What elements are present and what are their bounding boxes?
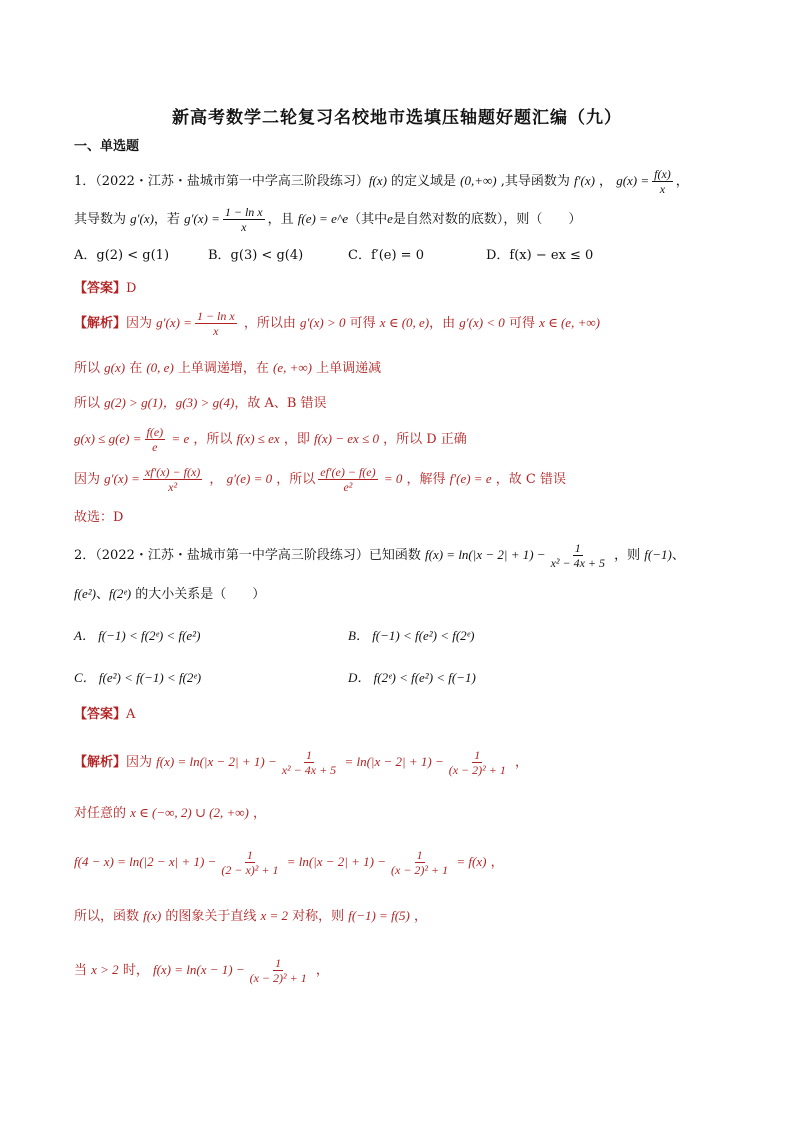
analysis-math: g′(x) > 0 [299, 315, 346, 330]
analysis-math: f(x) = ln(x − 1) − [152, 962, 245, 977]
q1-analysis-line2 [74, 358, 381, 379]
analysis-math: g′(x) < 0 [459, 315, 505, 330]
q1-analysis-line1 [74, 308, 600, 339]
analysis-math: f′(e) = e [449, 471, 492, 486]
analysis-math: f(x) [143, 908, 162, 923]
analysis-text: 所以，函数 [74, 909, 144, 924]
analysis-text: ， [205, 472, 227, 487]
analysis-math: f(x) ≤ ex [236, 431, 280, 446]
analysis-label: 【解析】 [74, 316, 127, 331]
q1-math: g′(x) [130, 211, 154, 226]
fraction-numerator: 1 [305, 748, 312, 762]
fraction [280, 748, 338, 777]
q1-source: 1．（2022・江苏・盐城市第一中学高三阶段练习） [74, 174, 369, 189]
q2-option-c: C． f(e²) < f(−1) < f(2ᵉ) [74, 670, 202, 685]
q2-analysis-line3 [74, 842, 504, 883]
analysis-text: ， [510, 755, 528, 770]
q2-analysis-line1 [74, 742, 528, 783]
analysis-math: (e, +∞) [273, 360, 313, 375]
analysis-text: 对称，则 [288, 909, 349, 924]
q1-math: g′(x) = [184, 211, 220, 226]
q2-stem-line1 [74, 538, 685, 573]
q1-option-d: D．f(x) − ex ≤ 0 [486, 248, 594, 263]
q2-text: 、 [95, 587, 109, 602]
fraction-numerator: 1 − ln x [224, 205, 263, 219]
analysis-math: f(−1) = f(5) [348, 908, 410, 923]
fraction-numerator: 1 [246, 848, 253, 862]
fraction [389, 848, 450, 877]
analysis-math: x ∈ (−∞, 2) ∪ (2, +∞) [130, 805, 249, 820]
q2-analysis-line4 [74, 906, 427, 927]
analysis-math: (0, e) [146, 360, 174, 375]
analysis-text: ，所以 D 正确 [378, 432, 467, 447]
analysis-math: g′(x) = [104, 471, 140, 486]
q2-math: f(−1) [644, 547, 672, 562]
fraction [447, 748, 508, 777]
analysis-math: g′(e) = 0 [226, 471, 273, 486]
fraction [223, 205, 265, 234]
fraction-denominator: (2 − x)² + 1 [221, 863, 279, 877]
fraction [248, 956, 309, 985]
analysis-text: ，由 [429, 316, 460, 331]
q1-math: f(e) = e^e [297, 211, 349, 226]
fraction-denominator: x² − 4x + 5 [550, 556, 606, 570]
q2-text: 、 [671, 548, 685, 563]
analysis-math: = 0 [380, 471, 403, 486]
q2-math: f(x) = ln(|x − 2| + 1) − [425, 547, 546, 562]
analysis-text: ，故 C 错误 [491, 472, 566, 487]
analysis-math: g′(x) = [156, 315, 192, 330]
analysis-text: ，所以 [189, 432, 237, 447]
fraction-numerator: 1 [474, 748, 481, 762]
analysis-text: 当 [74, 963, 92, 978]
analysis-text: ，即 [279, 432, 314, 447]
fraction-denominator: e [152, 440, 158, 454]
analysis-text: 时， [118, 963, 153, 978]
fraction [143, 465, 202, 494]
analysis-text: 上单调递减 [312, 361, 382, 376]
analysis-math: x ∈ (0, e) [379, 315, 430, 330]
q1-math: f(x) [368, 173, 387, 188]
q1-option-c: C．f′(e) = 0 [348, 248, 424, 263]
analysis-math: x = 2 [260, 908, 288, 923]
q1-text: ， [675, 174, 689, 189]
q2-option-b: B． f(−1) < f(e²) < f(2ᵉ) [348, 628, 475, 643]
q1-stem-line1 [74, 166, 689, 197]
analysis-text: 因为 [126, 755, 157, 770]
analysis-math: x ∈ (e, +∞) [539, 315, 600, 330]
q1-text: 是自然对数的底数），则（ ） [392, 212, 582, 227]
q2-stem-line2 [74, 584, 265, 605]
fraction-numerator: 1 [275, 956, 282, 970]
answer-label: 【答案】 [74, 281, 127, 296]
analysis-text: ， [486, 855, 504, 870]
fraction-numerator: 1 − ln x [196, 309, 235, 323]
page-title: 新高考数学二轮复习名校地市选填压轴题好题汇编（九） [172, 108, 622, 128]
fraction-numerator: 1 [416, 848, 423, 862]
section-heading: 一、单选题 [74, 139, 140, 154]
analysis-text: 所以 [74, 396, 105, 411]
fraction-numerator: ef′(e) − f(e) [320, 465, 376, 479]
q1-answer [74, 279, 136, 299]
q2-answer [74, 705, 135, 725]
analysis-text: ，所以由 [239, 316, 300, 331]
analysis-math: f(x) − ex ≤ 0 [313, 431, 379, 446]
q1-math: e [387, 211, 393, 226]
fraction-denominator: (x − 2)² + 1 [249, 971, 307, 985]
analysis-math: f(4 − x) = ln(|2 − x| + 1) − [74, 854, 217, 869]
analysis-text: ，故 A、B 错误 [234, 396, 327, 411]
q2-math: f(2ᵉ) [108, 586, 132, 601]
q2-option-a: A． f(−1) < f(2ᵉ) < f(e²) [74, 628, 201, 643]
q1-math: (0,+∞) [460, 173, 497, 188]
fraction [195, 309, 237, 338]
fraction-numerator: xf′(x) − f(x) [144, 465, 201, 479]
q1-text: （其中 [348, 212, 388, 227]
analysis-math: = f(x) [453, 854, 487, 869]
analysis-math: f(x) = ln(|x − 2| + 1) − [156, 754, 277, 769]
analysis-math: x > 2 [91, 962, 119, 977]
analysis-text: 因为 [74, 472, 105, 487]
fraction-numerator: 1 [574, 541, 581, 555]
q1-analysis-line4 [74, 422, 467, 457]
q1-analysis-line3 [74, 393, 327, 414]
analysis-math: = ln(|x − 2| + 1) − [283, 854, 386, 869]
fraction-denominator: x [213, 324, 219, 338]
analysis-math: g(x) ≤ g(e) = [74, 431, 142, 446]
q1-text: ，若 [153, 212, 185, 227]
q1-analysis-line5 [74, 462, 566, 497]
fraction-denominator: x² − 4x + 5 [281, 763, 337, 777]
analysis-math: g(x) [104, 360, 126, 375]
q1-conclusion: 故选：D [74, 510, 124, 525]
fraction-numerator: f(e) [146, 425, 164, 439]
analysis-math: = ln(|x − 2| + 1) − [341, 754, 444, 769]
analysis-text: ， [248, 806, 266, 821]
analysis-text: ， [311, 963, 329, 978]
analysis-math: = e [168, 431, 190, 446]
fraction-denominator: x [659, 182, 666, 196]
analysis-label: 【解析】 [74, 755, 127, 770]
fraction-denominator: x [241, 220, 247, 234]
q1-text: ,其导函数为 [496, 174, 575, 189]
fraction [549, 541, 607, 570]
analysis-text: 上单调递增，在 [173, 361, 274, 376]
fraction [145, 425, 166, 454]
analysis-text: 在 [125, 361, 147, 376]
fraction-denominator: (x − 2)² + 1 [448, 763, 506, 777]
fraction [652, 167, 673, 196]
analysis-text: ， [409, 909, 427, 924]
q1-text: 的定义域是 [386, 174, 461, 189]
analysis-text: ，所以 [272, 472, 316, 487]
analysis-text: 所以 [74, 361, 105, 376]
fraction-numerator: f(x) [654, 167, 671, 181]
fraction-denominator: (x − 2)² + 1 [391, 863, 449, 877]
q1-math: f′(x) [574, 173, 595, 188]
answer-label: 【答案】 [74, 707, 127, 722]
q1-option-a: A．g(2) < g(1) [74, 248, 170, 263]
q1-text: ， [594, 174, 617, 189]
fraction-denominator: x² [168, 480, 178, 494]
analysis-text: 因为 [126, 316, 157, 331]
q2-analysis-line2 [74, 803, 266, 824]
q1-math: g(x) = [616, 173, 650, 188]
analysis-text: 的图象关于直线 [161, 909, 261, 924]
q1-text: 其导数为 [74, 212, 131, 227]
q2-source: 2．（2022・江苏・盐城市第一中学高三阶段练习）已知函数 [74, 548, 425, 563]
fraction [219, 848, 280, 877]
q1-text: ，且 [267, 212, 298, 227]
q1-stem-line2 [74, 204, 581, 235]
q1-option-b: B．g(3) < g(4) [208, 248, 304, 263]
analysis-text: 可得 [345, 316, 380, 331]
fraction [318, 465, 377, 494]
analysis-text: ，解得 [402, 472, 450, 487]
q2-text: 的大小关系是（ ） [131, 587, 266, 602]
analysis-text: 对任意的 [74, 806, 131, 821]
q2-text: ，则 [610, 548, 645, 563]
analysis-math: g(2) > g(1)，g(3) > g(4) [104, 395, 235, 410]
q2-math: f(e²) [74, 586, 96, 601]
q2-analysis-line5 [74, 950, 329, 991]
fraction-denominator: e² [343, 480, 353, 494]
q2-option-d: D． f(2ᵉ) < f(e²) < f(−1) [348, 670, 476, 685]
answer-value: D [126, 281, 137, 296]
answer-value: A [126, 707, 136, 722]
analysis-text: 可得 [504, 316, 540, 331]
